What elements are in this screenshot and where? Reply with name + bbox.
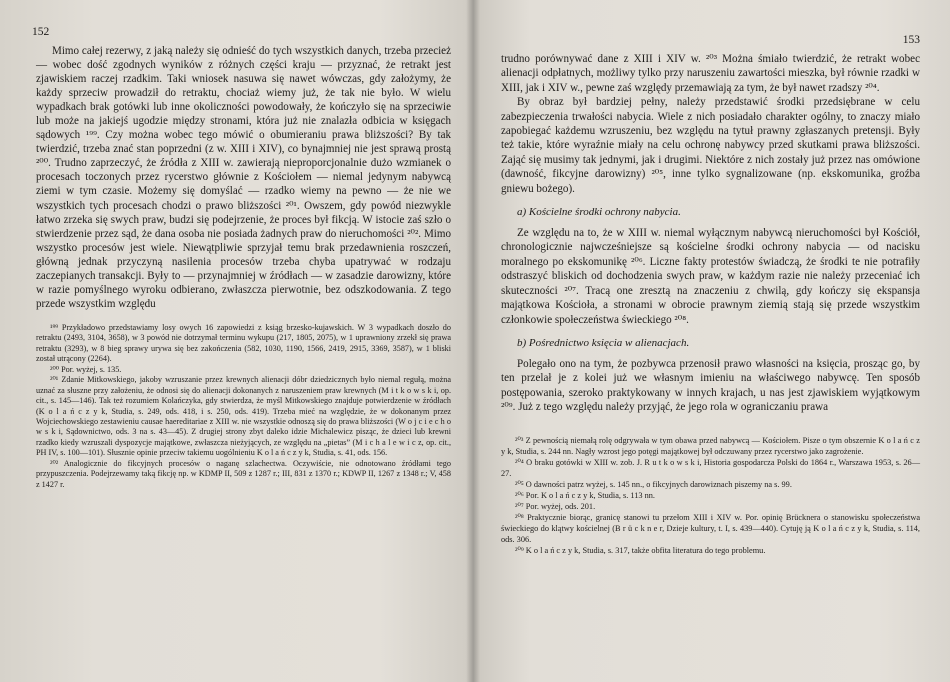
page-number-left: 152 [32,26,50,38]
left-page [0,0,473,682]
page-number-right: 153 [902,34,920,46]
right-footnotes [501,435,920,557]
footnote-209: ²⁰⁹ K o l a ń c z y k, Studia, s. 317, także obfita literatura do tego problemu. [515,546,766,556]
footnote-208: ²⁰⁸ Praktycznie biorąc, granicę stanowi tu przełom XIII i XIV w. Por. opinię Brücknera o stanowisku społeczeństwa świeckiego do klątwy kościelnej (B r ü c k n e r, Dzieje kultury, t. I, s. 439—440). Cytuję ją K o l a ń c z y k, Studia, s. 114, ods. 306. [501,513,920,545]
footnote-206: ²⁰⁶ Por. K o l a ń c z y k, Studia, s. 113 nn. [515,491,655,500]
left-body-text [36,44,451,311]
section-heading-b: b) Pośrednictwo księcia w alienacjach. [517,336,690,349]
footnote-202: ²⁰² Analogicznie do fikcyjnych procesów o naganę szlachectwa. Oczywiście, nie odnotowano źródłami tego przypuszczenia. Podejrzewamy taką fikcję np. w KDMP II, 509 z 1287 r.; III, 831 z 1370 r.; KDWP II, 1267 z 1348 r.; V, 458 z 1427 r. [36,458,451,489]
footnote-200: ²⁰⁰ Por. wyżej, s. 135. [50,364,122,374]
right-paragraph-2: By obraz był bardziej pełny, należy przedstawić środki przedsiębrane w celu zabezpieczenia trwałości nabycia. Wiele z nich posiadało charakter ogólny, to znaczy miało zapobiegać każdemu wzruszeniu, bez względu na tytuł prawny zgłaszanych pretensji. Były też takie, które wyraźnie miały na celu ochronę nabywcy przed skutkami prawa bliższości. Zająć się musimy tak jednymi, jak i drugimi. Niektóre z nich zostały już przez nas omówione (dawność, fikcyjne darowizny) ²⁰⁵, inne tylko sygnalizowane (np. ekskomunika, groźba gniewu bożego). [501,96,920,195]
right-intro-paragraph: trudno porównywać dane z XIII i XIV w. ²⁰³ Można śmiało twierdzić, że retrakt wobec alienacji odpłatnych, możliwy tylko przy naruszeniu zawartości mieszka, był równie rzadki w XIII, jak i XIV w., pewne zaś względy przemawiają za tym, że był nawet rzadszy ²⁰⁴. [501,53,920,94]
footnote-199: ¹⁹⁹ Przykładowo przedstawiamy losy owych 16 zapowiedzi z ksiąg brzesko-kujawskich. W 3 wypadkach doszło do retraktu (2493, 3104, 3658), w 3 powód nie dotrzymał terminu wykupu (217, 1805, 2075), w 1 uprawniony zrzekł się prawa retraktu (3293), w 8 bieg sprawy urywa się bez zakończenia (582, 1030, 1190, 1566, 2419, 2915, 3369, 3587), w 1 bliski został utrącony (2264). [36,322,451,364]
book-gutter [466,0,480,682]
section-heading-a: a) Kościelne środki ochrony nabycia. [517,206,681,219]
footnote-204: ²⁰⁴ O braku gotówki w XIII w. zob. J. R u t k o w s k i, Historia gospodarcza Polski do 1864 r., Warszawa 1953, s. 26—27. [501,457,920,478]
footnote-205: ²⁰⁵ O dawności patrz wyżej, s. 145 nn., o fikcyjnych darowiznach piszemy na s. 99. [515,479,792,489]
footnote-203: ²⁰³ Z pewnością niemałą rolę odgrywała w tym obawa przed nabywcą — Kościołem. Pisze o tym obszernie K o l a ń c z y k, Studia, s. 244 nn. Nagły wzrost jego potęgi majątkowej był odczuwany przez rycerstwo jako zagrożenie. [501,435,920,456]
left-footnotes [36,323,451,490]
footnote-201: ²⁰¹ Zdanie Mitkowskiego, jakoby wzruszanie przez krewnych alienacji dóbr dziedzicznych było niemal regułą, można uznać za słuszne przy założeniu, że odnosi się do alienacji dokonanych z naruszeniem praw krewnych (M i t k o w s k i, op. cit., s. 145—146). Tak też rozumiem Kolańczyka, gdy stwierdza, że myśl Mitkowskiego znajduje potwierdzenie w źródłach (K o l a ń c z y k, Studia, s. 249, ods. 418, i s. 250, ods. 419). Trzeba mieć na względzie, że w dokonanym przez Wojciechowskiego zestawieniu causae haereditariae z XIII w. nie wszystkie odnoszą się do prawa bliższości (W o j c i e c h o w s k i, Sądownictwo, ods. 3 na s. 43—45). Z drugiej strony zbyt daleko idzie Michalewicz pisząc, że dzieci lub krewni rzadko kiedy wzruszali dyspozycje majątkowe, zwłaszcza nieżyjących, ze względu na „pietas” (M i c h a l e w i c z, op. cit., PH IV, s. 100—101). Słusznie opinie przeciw takiemu uogólnieniu K o l a ń c z y k, Studia, s. 41, ods. 156. [36,375,451,458]
right-paragraph-4: Polegało ono na tym, że pozbywca przenosił prawo własności na księcia, prosząc go, by ten przelał je z kolei już we własnym imieniu na właściwego nabywcę. Ten sposób postępowania, szeroko praktykowany w innych krajach, u nas jest zjawiskiem wyjątkowym ²⁰⁹. Już z tego względu należy przyjąć, że jego rola w ograniczaniu prawa [501,357,920,414]
left-paragraph: Mimo całej rezerwy, z jaką należy się odnieść do tych wszystkich danych, trzeba przecież — wobec dość zgodnych wyników z różnych części kraju — przyznać, że retrakt jest zjawiskiem raczej rzadkim. Taki wniosek nasuwa się nawet wówczas, gdy założymy, że każdy sprzeciw prowadził do retraktu, chociaż wiemy już, że tak nie było. W wielu wypadkach brak gotówki lub inne okoliczności powodowały, że kończyło się na sprzeciwie lub może na jakiejś ugodzie między stronami, która już nie znalazła odbicia w księgach sądowych ¹⁹⁹. Czy można wobec tego mówić o obumieraniu prawa bliższości? By tak twierdzić, trzeba znać stan poprzedni (z w. XIII i XIV), co bynajmniej nie jest sprawą prostą ²⁰⁰. Trudno zaprzeczyć, że źródła z XIII w. zawierają nieproporcjonalnie dużo wzmianek o procesach toczonych przez rycerstwo głównie z Kościołem — niemal jedynym nabywcą ziemi w tym czasie. Możemy się domyślać — rzadko wiemy na pewno — że nie we wszystkich tych procesach chodzi o prawo bliższości ²⁰¹. Owszem, gdy powód niezwykle łatwo zrzeka się swych praw, budzi się podejrzenie, że proces był fikcją. W istocie zaś szło o stwierdzenie przez sąd, że dana osoba nie posiada żadnych praw do nieruchomości ²⁰². Mimo wszystko procesów jest wiele. Niewątpliwie sprzyjał temu brak przedawnienia roszczeń, główną jednak przyczyną nasilenia procesów trzeba chyba upatrywać w rodzaju zaczepianych transakcji. Były to — przynajmniej w źródłach — w zasadzie darowizny, które w razie pomyślnego wyroku odbierano, zwłaszcza pierwotnie, bez odszkodowania. Z tego przede wszystkim względu [36,45,451,310]
footnote-207: ²⁰⁷ Por. wyżej, ods. 201. [515,502,596,512]
right-paragraph-3: Ze względu na to, że w XIII w. niemal wyłącznym nabywcą nieruchomości był Kościół, chronologicznie najwcześniejsze są kościelne środki ochrony nabycia — od nacisku moralnego po ekskomunikę ²⁰⁶. Liczne fakty protestów świadczą, że środki te nie potrafiły odstraszyć bliskich od dochodzenia swych praw, w każdym razie nie należy przeceniać ich skuteczności ²⁰⁷. Tracą one zresztą na znaczeniu z chwilą, gdy kończy się ekspansja majątkowa Kościoła, a stronami w obrocie prawnym ziemią stają się przede wszystkim członkowie społeczeństwa świeckiego ²⁰⁸. [501,227,920,326]
right-page [473,0,950,682]
right-body-text [501,52,920,415]
